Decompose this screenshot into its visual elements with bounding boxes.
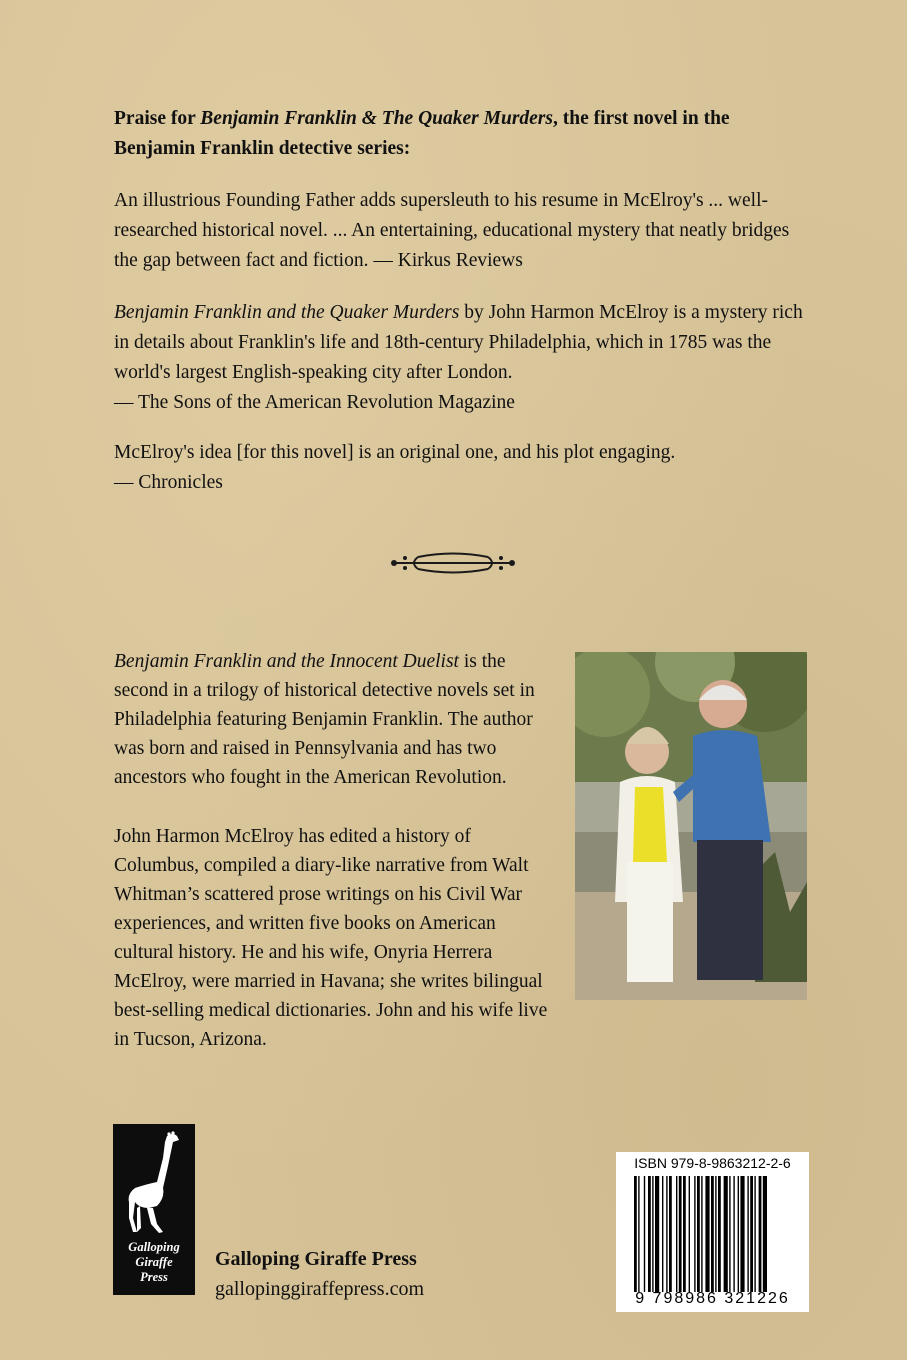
isbn-barcode: [616, 1152, 809, 1312]
review-source: — Kirkus Reviews: [373, 250, 523, 271]
logo-text: [113, 1240, 195, 1285]
author-bio-paragraph-1: [114, 647, 554, 792]
logo-line-1: Galloping: [128, 1240, 180, 1254]
review-text: by John Harmon McElroy is a mystery rich in details about Franklin's life and 18th-century Philadelphia, which in 1785 was the world's largest English-speaking city after London.: [114, 302, 803, 383]
review-italic-title: Benjamin Franklin and the Quaker Murders: [114, 302, 460, 323]
praise-heading-prefix: Praise for: [114, 108, 201, 129]
ornament-divider-icon: [388, 546, 518, 580]
logo-line-2: Giraffe: [135, 1255, 173, 1269]
review-text: McElroy's idea [for this novel] is an original one, and his plot engaging.: [114, 442, 676, 463]
logo-line-3: Press: [140, 1270, 168, 1284]
isbn-digits: 9 798986 321226: [635, 1290, 790, 1307]
publisher-name: Galloping Giraffe Press: [215, 1248, 417, 1270]
review-chronicles: [114, 438, 814, 498]
author-bio-paragraph-2: [114, 822, 554, 1054]
author-photo: [575, 652, 807, 1000]
review-source: — Chronicles: [114, 472, 223, 493]
review-source: — The Sons of the American Revolution Magazine: [114, 392, 515, 413]
barcode-bars: [634, 1176, 799, 1292]
review-kirkus: [114, 186, 814, 276]
review-sar-magazine: [114, 298, 814, 418]
bio-text: John Harmon McElroy has edited a history of Columbus, compiled a diary-like narrative from Walt Whitman’s scattered prose writings on his Civil War experiences, and written five books on American cultural history. He and his wife, Onyria Herrera McElroy, were married in Havana; she writes bilingual best-selling medical dictionaries. John and his wife live in Tucson, Arizona.: [114, 826, 548, 1050]
isbn-label: ISBN 979-8-9863212-2-6: [634, 1155, 791, 1171]
praise-heading: [114, 104, 814, 164]
publisher-url: gallopinggiraffepress.com: [215, 1278, 425, 1300]
bio-text: is the second in a trilogy of historical detective novels set in Philadelphia featuring Benjamin Franklin. The author was born and raised in Pennsylvania and has two ancestors who fought in the American Revolution.: [114, 651, 535, 788]
book-title: Benjamin Franklin and the Innocent Duelist: [114, 651, 459, 672]
review-text: An illustrious Founding Father adds supersleuth to his resume in McElroy's ... well-researched historical novel. ... An entertaining, educational mystery that neatly bridges the gap between fact and fiction.: [114, 190, 790, 271]
praise-heading-title: Benjamin Franklin & The Quaker Murders: [200, 108, 553, 129]
praise-heading-suffix: , the first novel in the Benjamin Franklin detective series:: [114, 108, 730, 159]
giraffe-icon: [113, 1128, 195, 1238]
publisher-logo: [113, 1124, 195, 1295]
